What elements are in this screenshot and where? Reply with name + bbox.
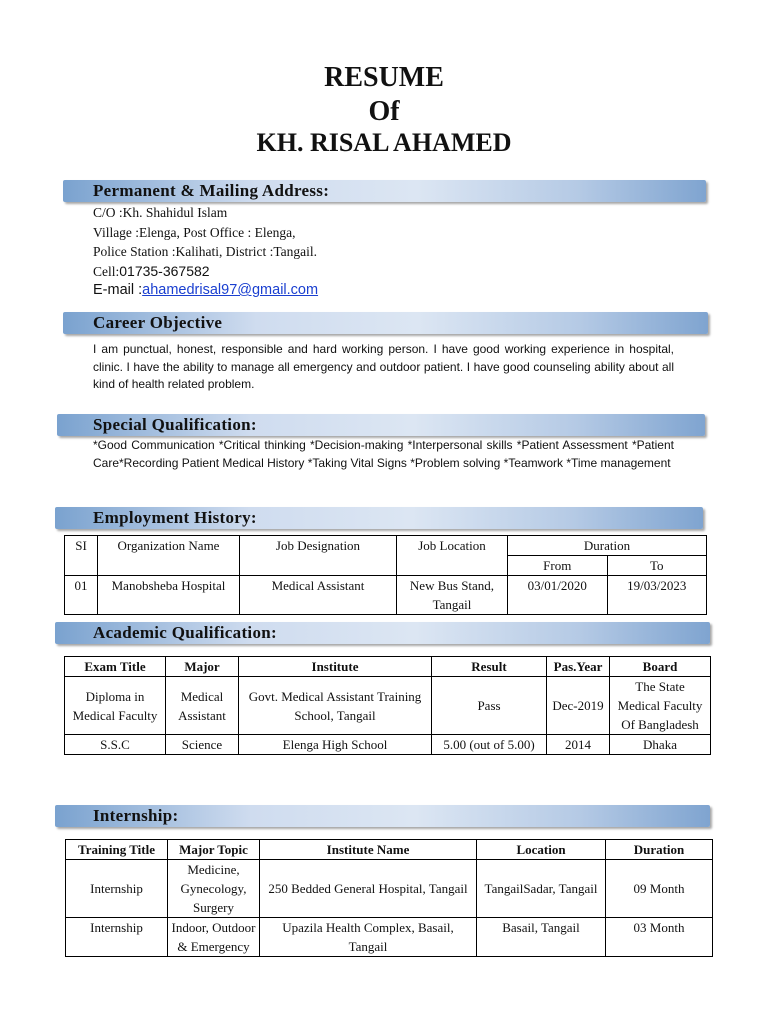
cell-major-topic: Indoor, Outdoor & Emergency: [168, 918, 260, 957]
section-heading-career: Career Objective: [93, 313, 223, 332]
cell-location: TangailSadar, Tangail: [477, 860, 606, 918]
address-village: Village :Elenga, Post Office : Elenga,: [93, 224, 296, 240]
cell-board: Dhaka: [610, 735, 711, 755]
section-bar-academic: [55, 622, 710, 644]
section-bar-employment: [55, 507, 703, 529]
section-heading-academic: Academic Qualification:: [93, 623, 277, 642]
section-bar-internship: [55, 805, 710, 827]
table-row: [65, 735, 711, 755]
section-bar-address: [63, 180, 706, 202]
cell-label: Cell:: [93, 263, 120, 279]
cell-institute: Elenga High School: [239, 735, 432, 755]
col-result: Result: [432, 657, 547, 677]
email-link[interactable]: ahamedrisal97@gmail.com: [142, 282, 319, 298]
section-heading-internship: Internship:: [93, 806, 179, 825]
academic-header-row: [65, 657, 711, 677]
cell-location: Basail, Tangail: [477, 918, 606, 957]
cell-training-title: Internship: [66, 918, 168, 957]
address-cell: [93, 262, 318, 282]
cell-training-title: Internship: [66, 860, 168, 918]
cell-institute: Govt. Medical Assistant Training School, Tangail: [239, 677, 432, 735]
special-qualification-text: *Good Communication *Critical thinking *Decision-making *Interpersonal skills *Patient Assessment *Patient Care*Recording Patient Medical History *Taking Vital Signs *Problem solving *Teamwork *Time management: [93, 438, 674, 470]
cell-exam-title: Diploma in Medical Faculty: [65, 677, 166, 735]
col-org: Organization Name: [98, 536, 240, 576]
cell-institute-name: 250 Bedded General Hospital, Tangail: [260, 860, 477, 918]
cell-from: 03/01/2020: [508, 576, 608, 615]
table-row: [66, 918, 713, 957]
address-email: [93, 281, 318, 301]
col-duration: Duration: [508, 536, 707, 556]
email-label: E-mail :: [93, 282, 143, 298]
col-location: Location: [477, 840, 606, 860]
employment-table: [64, 535, 707, 615]
cell-si: 01: [65, 576, 98, 615]
section-bar-special: [57, 414, 705, 436]
cell-org: Manobsheba Hospital: [98, 576, 240, 615]
cell-result: Pass: [432, 677, 547, 735]
table-row: [65, 576, 707, 615]
cell-location: New Bus Stand, Tangail: [397, 576, 508, 615]
career-objective-text: I am punctual, honest, responsible and hard working person. I have good working experience in hospital, clinic. I have the ability to manage all emergency and outdoor patient. I have good counseling ability about all kind of health related problem.: [93, 342, 674, 391]
col-major: Major: [166, 657, 239, 677]
col-pass-year: Pas.Year: [547, 657, 610, 677]
col-training-title: Training Title: [66, 840, 168, 860]
employment-header-row: [65, 536, 707, 556]
table-row: [65, 677, 711, 735]
col-to: To: [607, 556, 707, 576]
address-police: Police Station :Kalihati, District :Tangail.: [93, 244, 318, 259]
section-bar-career: [63, 312, 708, 334]
cell-designation: Medical Assistant: [240, 576, 397, 615]
cell-institute-name: Upazila Health Complex, Basail, Tangail: [260, 918, 477, 957]
col-major-topic: Major Topic: [168, 840, 260, 860]
section-heading-special: Special Qualification:: [93, 415, 257, 434]
academic-table: [64, 656, 711, 755]
cell-pass-year: Dec-2019: [547, 677, 610, 735]
table-row: [66, 860, 713, 918]
col-board: Board: [610, 657, 711, 677]
col-exam-title: Exam Title: [65, 657, 166, 677]
col-designation: Job Designation: [240, 536, 397, 576]
address-block: [93, 203, 318, 301]
internship-header-row: [66, 840, 713, 860]
cell-number: 01735-367582: [119, 262, 210, 279]
section-heading-address: Permanent & Mailing Address:: [93, 181, 330, 200]
internship-table: [65, 839, 713, 957]
resume-of: Of: [368, 96, 400, 127]
resume-title: RESUME: [324, 62, 444, 93]
cell-duration: 03 Month: [606, 918, 713, 957]
cell-result: 5.00 (out of 5.00): [432, 735, 547, 755]
address-co: C/O :Kh. Shahidul Islam: [93, 205, 228, 220]
col-institute-name: Institute Name: [260, 840, 477, 860]
col-from: From: [508, 556, 608, 576]
section-heading-employment: Employment History:: [93, 508, 257, 527]
col-institute: Institute: [239, 657, 432, 677]
candidate-name: KH. RISAL AHAMED: [256, 128, 512, 157]
col-duration: Duration: [606, 840, 713, 860]
cell-major: Medical Assistant: [166, 677, 239, 735]
cell-board: The State Medical Faculty Of Bangladesh: [610, 677, 711, 735]
cell-major: Science: [166, 735, 239, 755]
cell-major-topic: Medicine, Gynecology, Surgery: [168, 860, 260, 918]
cell-duration: 09 Month: [606, 860, 713, 918]
cell-exam-title: S.S.C: [65, 735, 166, 755]
col-location: Job Location: [397, 536, 508, 576]
cell-to: 19/03/2023: [607, 576, 707, 615]
cell-pass-year: 2014: [547, 735, 610, 755]
col-si: SI: [65, 536, 98, 576]
